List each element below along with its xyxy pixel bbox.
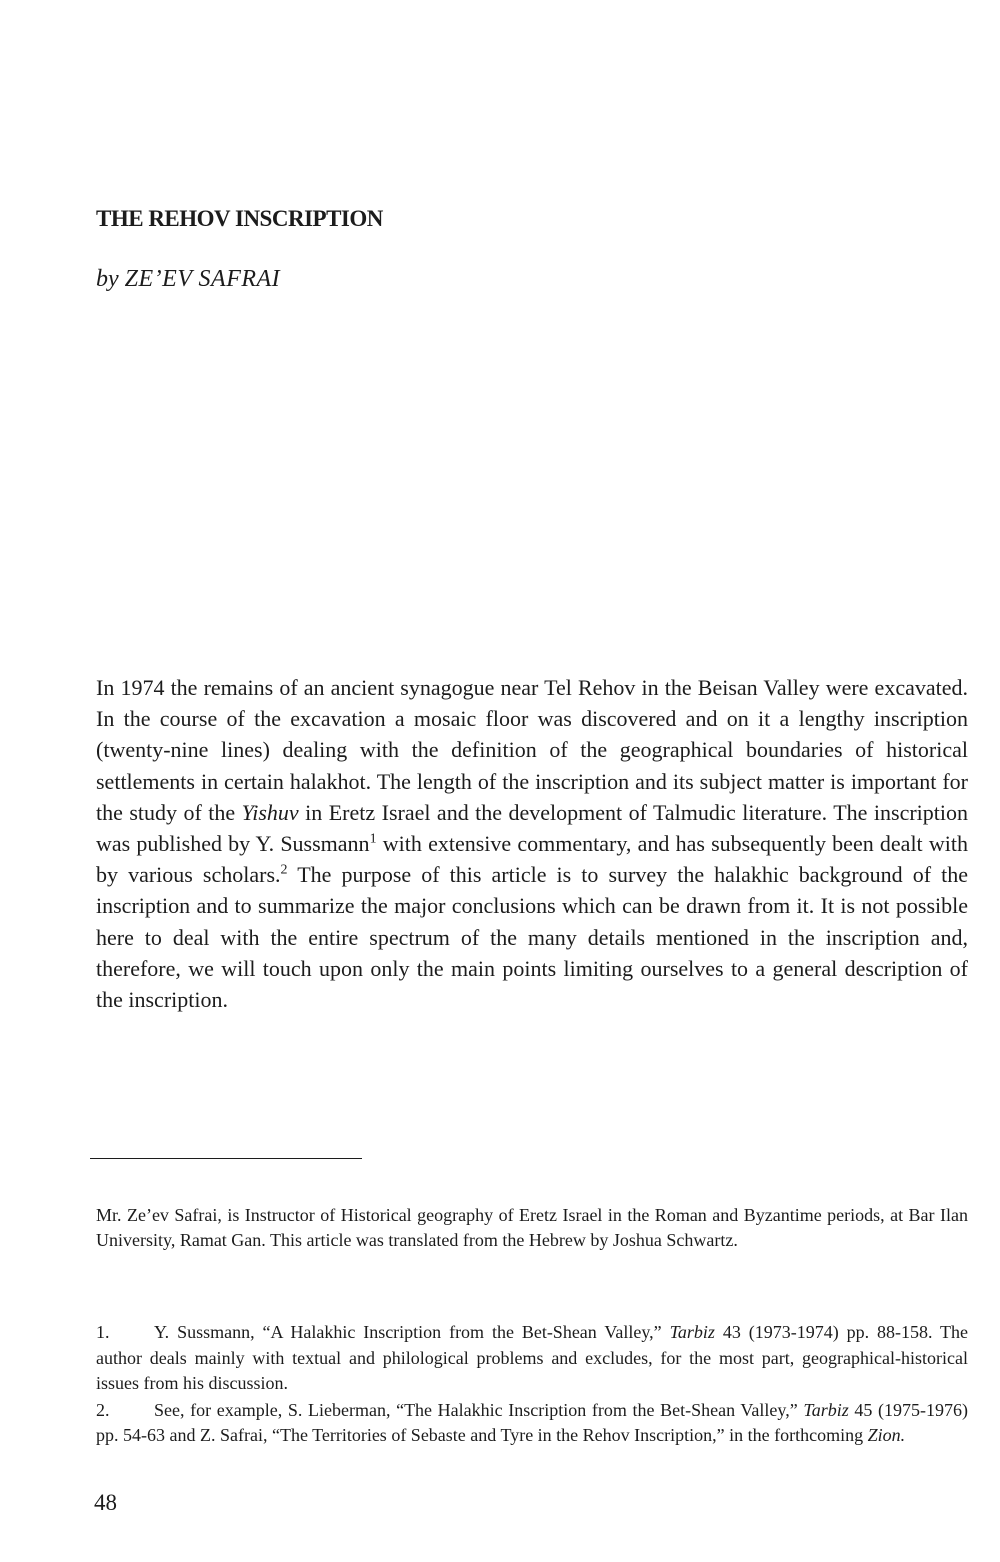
yishuv-term: Yishuv [241, 799, 299, 825]
journal-title: Tarbiz [803, 1399, 849, 1420]
footnote-2 [96, 1398, 968, 1449]
author-prefix: by [96, 266, 119, 292]
footnote-number: 1. [96, 1322, 110, 1342]
footnote-text: 45 (1975-1976) pp. 54-63 and Z. Safrai, “The Territories of Sebaste and Tyre in the Rehov Inscription,” in the forthcoming [96, 1399, 968, 1445]
footnote-text: 43 (1973-1974) pp. 88-158. The author deals mainly with textual and philological problems and excludes, for the most part, geographical-historical issues from his discussion. [96, 1322, 969, 1393]
body-text-part-4: The purpose of this article is to survey the halakhic background of the inscription and to summarize the major conclusions which can be drawn from it. It is not possible here to deal with the entire spectrum of the many details mentioned in the inscription and, therefore, we will touch upon only the main points limiting ourselves to a general description of the inscription. [96, 862, 969, 1013]
page-number: 48 [94, 1490, 117, 1515]
journal-title: Zion. [867, 1425, 906, 1445]
footnote-text: See, for example, S. Lieberman, “The Halakhic Inscription from the Bet-Shean Valley,” [154, 1399, 804, 1420]
footnote-ref-1: 1 [369, 831, 377, 847]
body-text-part-2: in Eretz Israel and the development of Talmudic literature. The inscription was published by Y. Sussmann [96, 799, 968, 857]
author-name: ZE’EV SAFRAI [124, 266, 281, 292]
body-text-part-3: with extensive commentary, and has subsequently been dealt with by various scholars. [96, 831, 968, 888]
footnote-text: Y. Sussmann, “A Halakhic Inscription from the Bet-Shean Valley,” [154, 1322, 670, 1342]
footnotes-list [96, 1320, 968, 1450]
footnote-number: 2. [96, 1399, 110, 1420]
footnote-1 [96, 1320, 968, 1397]
body-paragraph [96, 672, 968, 1015]
article-title: THE REHOV INSCRIPTION [96, 206, 383, 231]
footnote-divider [90, 1158, 362, 1159]
body-text-part-1: In 1974 the remains of an ancient synagogue near Tel Rehov in the Beisan Valley were excavated. In the course of the excavation a mosaic floor was discovered and on it a lengthy inscription (twenty-nine lines) dealing with the definition of the geographical boundaries of historical settlements in certain halakhot. The length of the inscription and its subject matter is important for the study of the [96, 675, 968, 825]
author-byline [96, 266, 280, 293]
journal-title: Tarbiz [669, 1322, 715, 1342]
author-bio-note: Mr. Ze’ev Safrai, is Instructor of Historical geography of Eretz Israel in the Roman and Byzantime periods, at Bar Ilan University, Ramat Gan. This article was translated from the Hebrew by Joshua Schwartz. [96, 1205, 968, 1250]
footnote-ref-2: 2 [280, 862, 288, 878]
